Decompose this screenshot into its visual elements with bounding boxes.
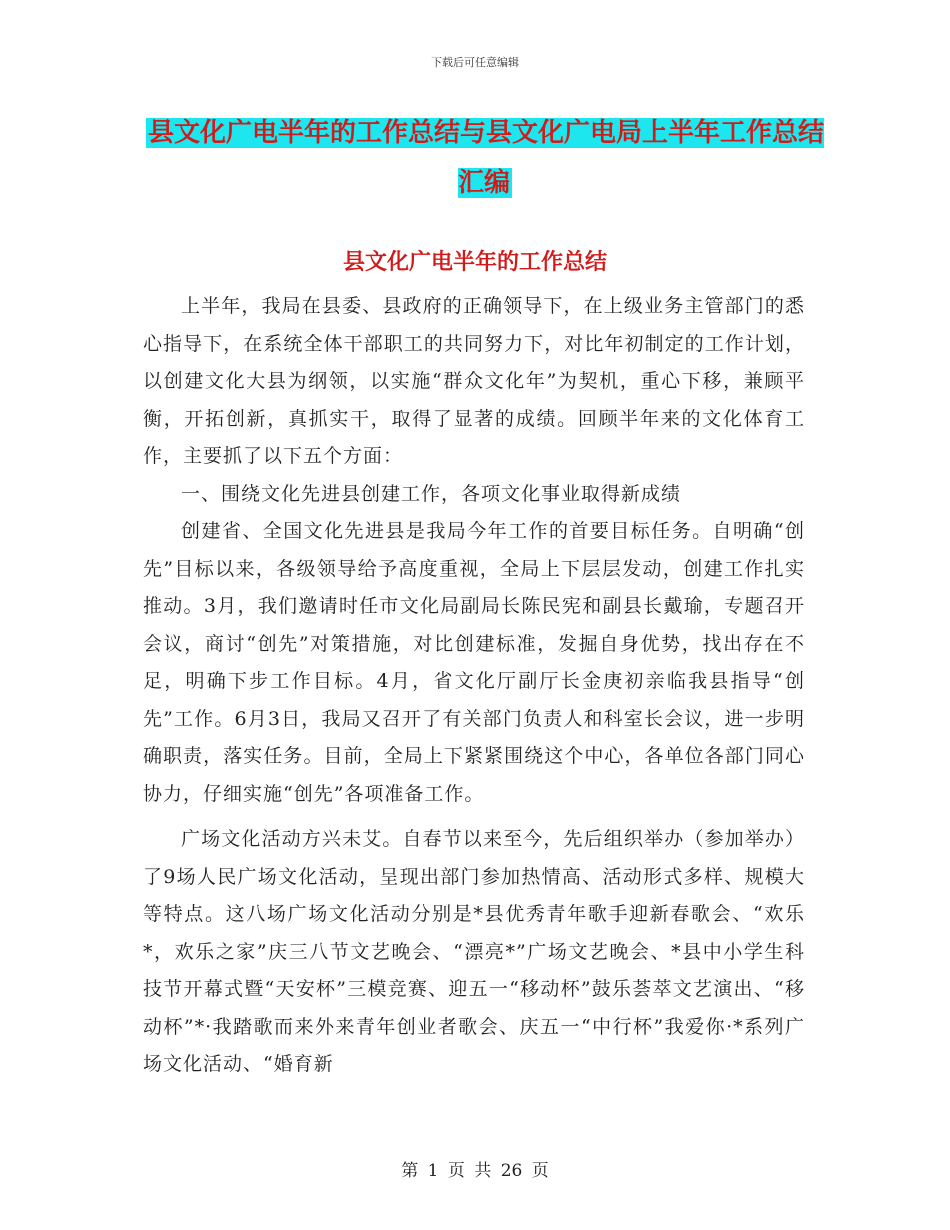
section-title: 县文化广电半年的工作总结	[342, 249, 607, 275]
paragraph-heading: 一、围绕文化先进县创建工作，各项文化事业取得新成绩	[181, 482, 682, 505]
document-title	[140, 108, 830, 208]
header-note: 下载后可任意编辑	[431, 56, 519, 69]
page-footer: 第 1 页 共 26 页	[401, 1161, 549, 1181]
body-text	[143, 288, 805, 1084]
paragraph: 广场文化活动方兴未艾。自春节以来至今，先后组织举办（参加举办）了9场人民广场文化活动，呈现出部门参加热情高、活动形式多样、规模大等特点。这八场广场文化活动分别是*县优秀青年歌手迎新春歌会、“欢乐*，欢乐之家”庆三八节文艺晚会、“漂亮*”广场文艺晚会、*县中小学生科技节开幕式暨“天安杯”三模竞赛、迎五一“移动杯”鼓乐荟萃文艺演出、“移动杯”*·我踏歌而来外来青年创业者歌会、庆五一“中行杯”我爱你·*系列广场文化活动、“婚育新	[143, 828, 805, 1075]
document-title-text: 县文化广电半年的工作总结与县文化广电局上半年工作总结汇编	[147, 118, 824, 198]
paragraph: 创建省、全国文化先进县是我局今年工作的首要目标任务。自明确“创先”目标以来，各级领导给予高度重视，全局上下层层发动，创建工作扎实推动。3月，我们邀请时任市文化局副局长陈民宪和副县长戴瑜，专题召开会议，商讨“创先”对策措施，对比创建标准，发掘自身优势，找出存在不足，明确下步工作目标。4月，省文化厅副厅长金庚初亲临我县指导“创先”工作。6月3日，我局又召开了有关部门负责人和科室长会议，进一步明确职责，落实任务。目前，全局上下紧紧围绕这个中心，各单位各部门同心协力，仔细实施“创先”各项准备工作。	[143, 520, 805, 805]
paragraph: 上半年，我局在县委、县政府的正确领导下，在上级业务主管部门的悉心指导下，在系统全体干部职工的共同努力下，对比年初制定的工作计划，以创建文化大县为纲领，以实施“群众文化年”为契机，重心下移，兼顾平衡，开拓创新，真抓实干，取得了显著的成绩。回顾半年来的文化体育工作，主要抓了以下五个方面：	[143, 295, 805, 467]
